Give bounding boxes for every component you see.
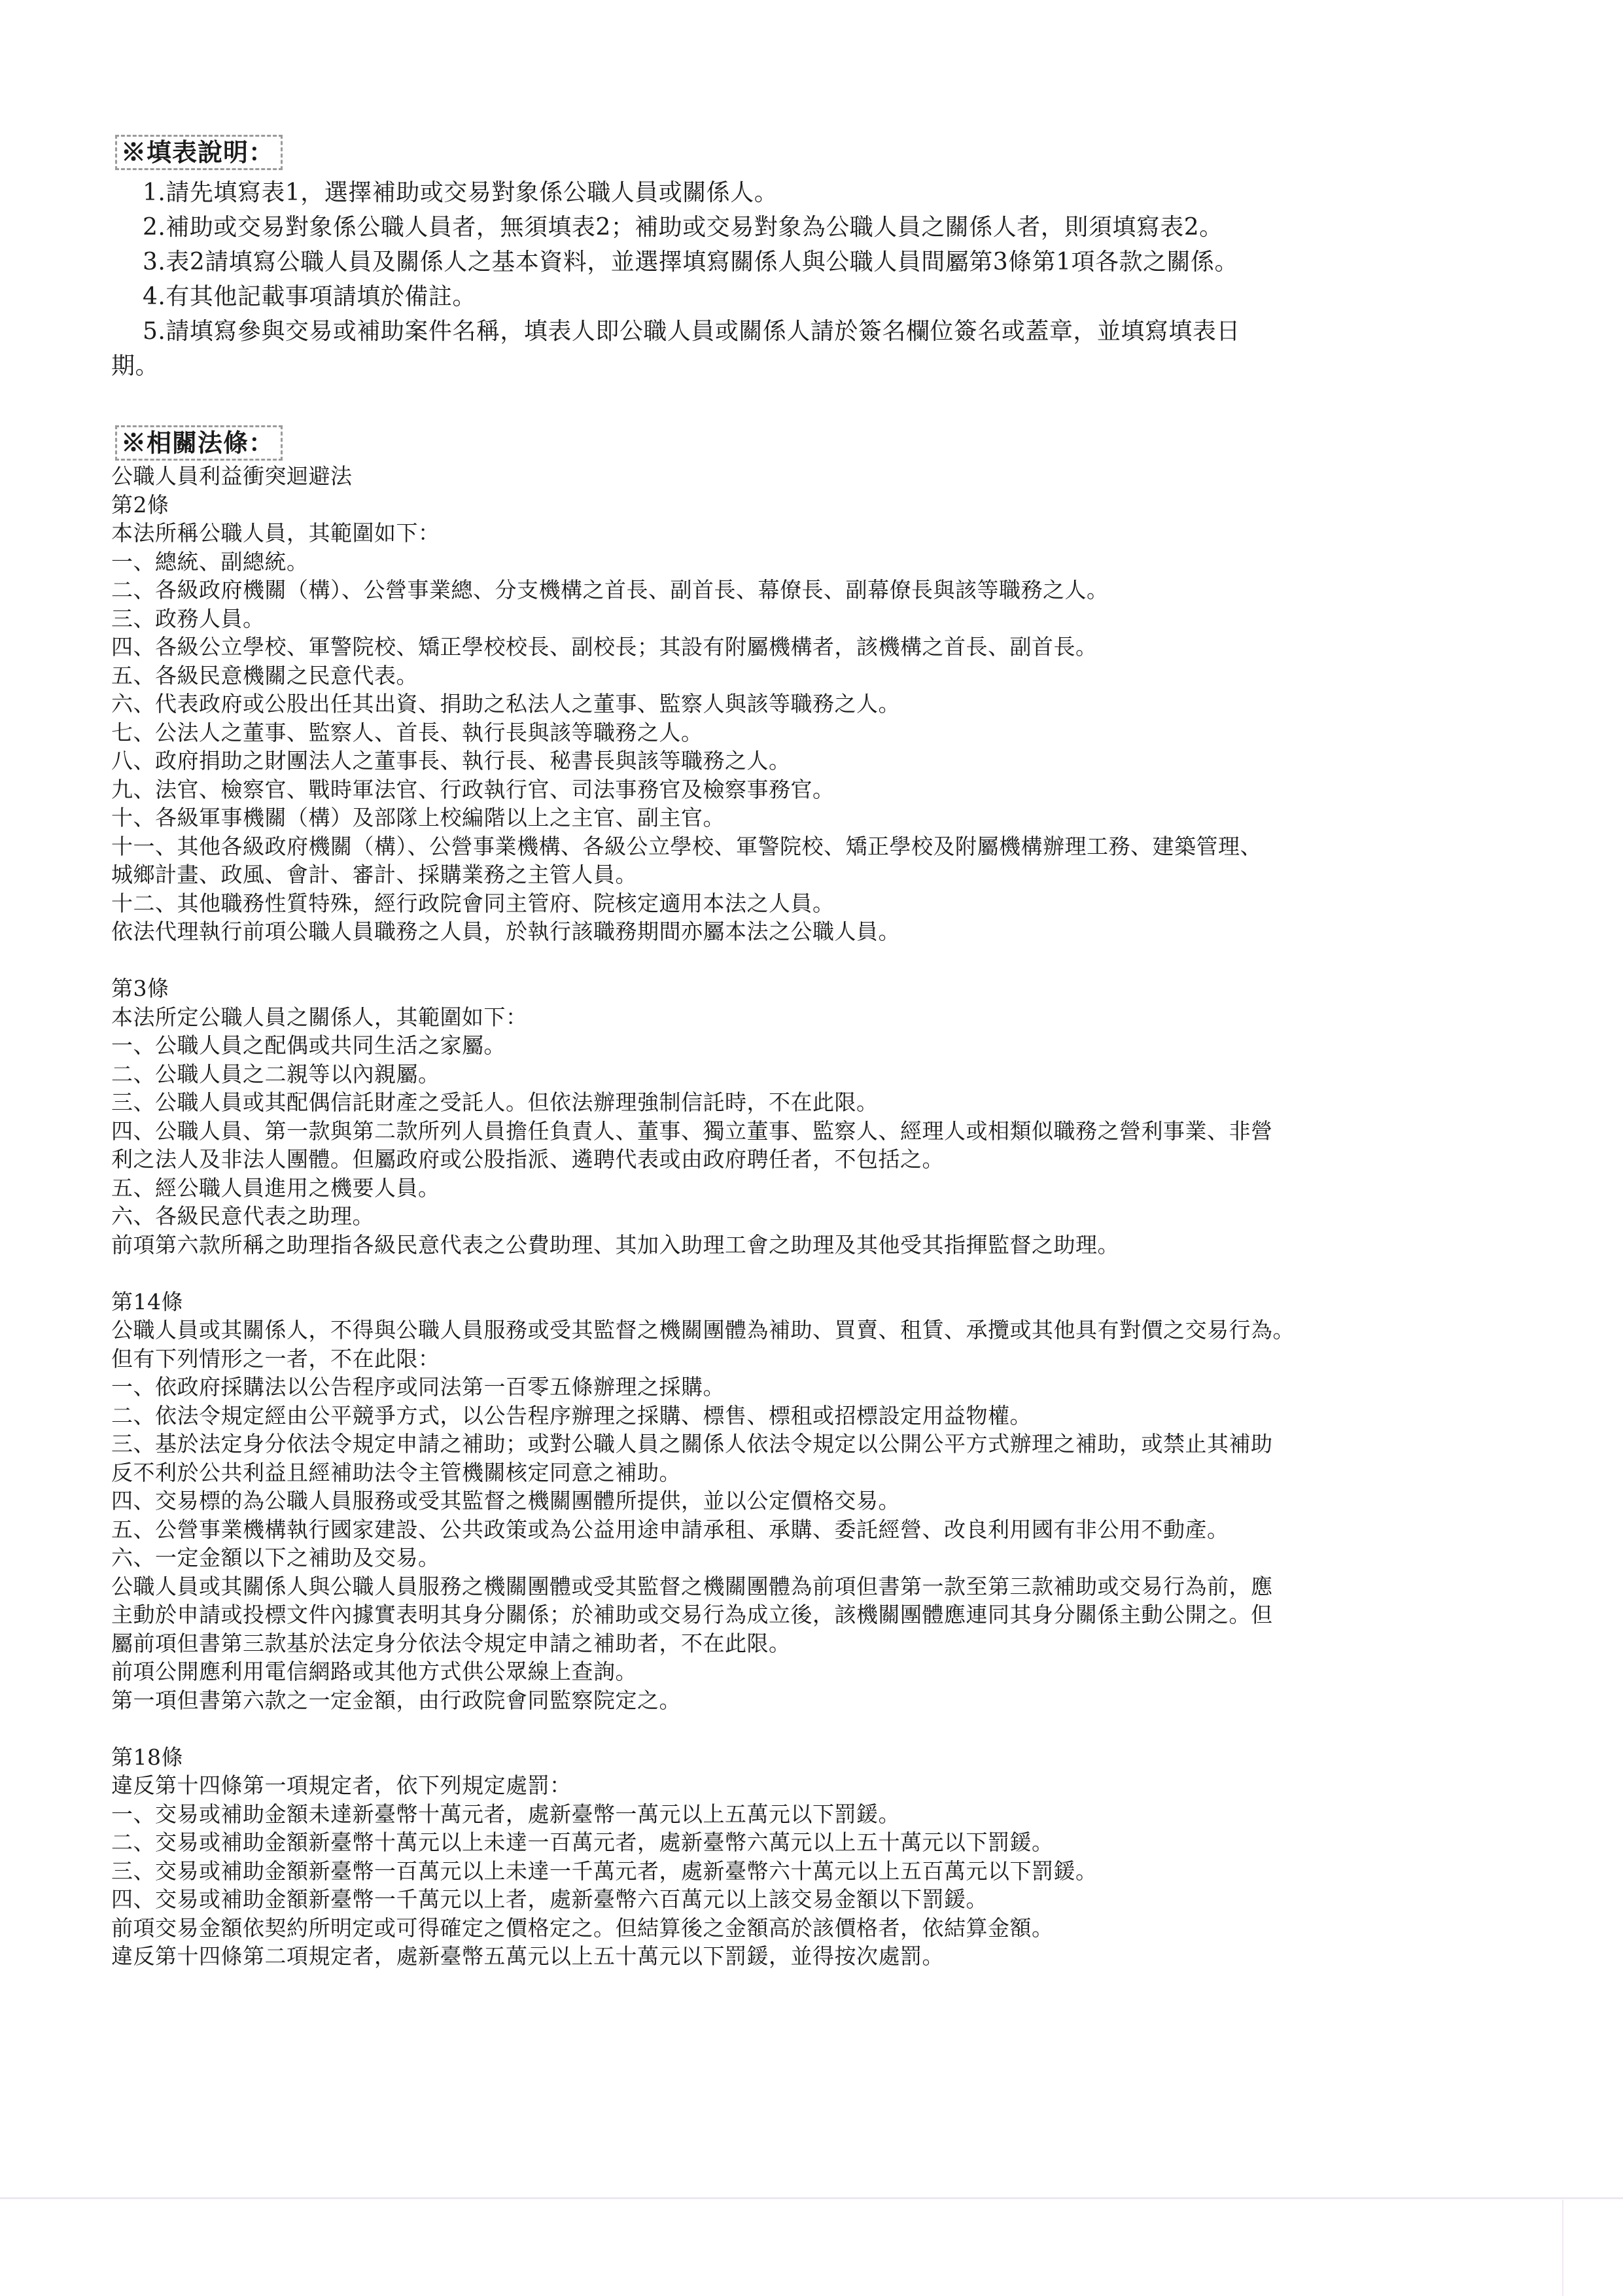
art14-line: 公職人員或其關係人與公職人員服務之機關團體或受其監督之機關團體為前項但書第一款至第三款補助或交易行為前，應 <box>111 1573 1273 1599</box>
art3-title: 第3條 <box>111 976 169 1001</box>
art18-line: 前項交易金額依契約所明定或可得確定之價格定之。但結算後之金額高於該價格者，依結算金額。 <box>111 1915 1054 1941</box>
art2-line: 六、代表政府或公股出任其出資、捐助之私法人之董事、監察人與該等職務之人。 <box>111 691 900 716</box>
art14-line: 一、依政府採購法以公告程序或同法第一百零五條辦理之採購。 <box>111 1374 725 1400</box>
art14-line: 公職人員或其關係人，不得與公職人員服務或受其監督之機關團體為補助、買賣、租賃、承攬或其他具有對價之交易行為。 <box>111 1317 1295 1343</box>
art3-line: 三、公職人員或其配偶信託財產之受託人。但依法辦理強制信託時，不在此限。 <box>111 1089 879 1115</box>
art2-line: 城鄉計畫、政風、會計、審計、採購業務之主管人員。 <box>111 862 637 887</box>
scan-edge-line <box>0 2197 1623 2199</box>
art14-line: 但有下列情形之一者，不在此限： <box>111 1345 440 1371</box>
art3-line: 利之法人及非法人團體。但屬政府或公股指派、遴聘代表或由政府聘任者，不包括之。 <box>111 1146 944 1172</box>
art18-line: 違反第十四條第一項規定者，依下列規定處罰： <box>111 1773 572 1798</box>
art3-line: 前項第六款所稱之助理指各級民意代表之公費助理、其加入助理工會之助理及其他受其指揮監督之助理。 <box>111 1231 1119 1258</box>
scan-edge-mark <box>1562 2200 1563 2296</box>
art14-line: 第一項但書第六款之一定金額，由行政院會同監察院定之。 <box>111 1687 681 1713</box>
art2-title: 第2條 <box>111 491 169 518</box>
art14-line: 三、基於法定身分依法令規定申請之補助；或對公職人員之關係人依法令規定以公開公平方式辦理之補助，或禁止其補助 <box>111 1431 1273 1457</box>
instructions-list <box>111 175 1518 383</box>
art14-line: 四、交易標的為公職人員服務或受其監督之機關團體所提供，並以公定價格交易。 <box>111 1488 900 1513</box>
art2-line: 依法代理執行前項公職人員職務之人員，於執行該職務期間亦屬本法之公職人員。 <box>111 919 900 944</box>
instruction-item-4: 4.有其他記載事項請填於備註。 <box>143 283 476 310</box>
instruction-item-5-continued: 期。 <box>111 353 160 380</box>
art3-line: 二、公職人員之二親等以內親屬。 <box>111 1061 440 1087</box>
art3-line: 本法所定公職人員之關係人，其範圍如下： <box>111 1004 528 1030</box>
art2-line: 五、各級民意機關之民意代表。 <box>111 662 418 688</box>
art2-line: 四、各級公立學校、軍警院校、矯正學校校長、副校長；其設有附屬機構者，該機構之首長、副首長。 <box>111 634 1098 660</box>
law-body <box>111 462 1518 1971</box>
art18-line: 三、交易或補助金額新臺幣一百萬元以上未達一千萬元者，處新臺幣六十萬元以上五百萬元以下罰鍰。 <box>111 1858 1098 1884</box>
art14-line: 主動於申請或投標文件內據實表明其身分關係；於補助或交易行為成立後，該機關團體應連同其身分關係主動公開之。但 <box>111 1602 1273 1627</box>
art18-line: 違反第十四條第二項規定者，處新臺幣五萬元以上五十萬元以下罰鍰，並得按次處罰。 <box>111 1943 944 1969</box>
art3-line: 一、公職人員之配偶或共同生活之家屬。 <box>111 1033 506 1058</box>
art2-line: 七、公法人之董事、監察人、首長、執行長與該等職務之人。 <box>111 719 703 745</box>
instruction-item-5: 5.請填寫參與交易或補助案件名稱，填表人即公職人員或關係人請於簽名欄位簽名或蓋章，並填寫填表日 <box>143 318 1240 345</box>
art2-line: 十一、其他各級政府機關（構）、公營事業機構、各級公立學校、軍警院校、矯正學校及附屬機構辦理工務、建築管理、 <box>111 833 1262 859</box>
art14-line: 五、公營事業機構執行國家建設、公共政策或為公益用途申請承租、承購、委託經營、改良利用國有非公用不動產。 <box>111 1516 1229 1542</box>
art3-line: 六、各級民意代表之助理。 <box>111 1203 374 1229</box>
law-title: 公職人員利益衝突迴避法 <box>111 463 353 489</box>
art2-line: 九、法官、檢察官、戰時軍法官、行政執行官、司法事務官及檢察事務官。 <box>111 776 835 802</box>
instructions-heading: ※填表說明： <box>115 135 283 170</box>
law-heading: ※相關法條： <box>115 425 283 461</box>
art14-line: 前項公開應利用電信網路或其他方式供公眾線上查詢。 <box>111 1659 637 1684</box>
art14-title: 第14條 <box>111 1288 183 1315</box>
art2-line: 八、政府捐助之財團法人之董事長、執行長、秘書長與該等職務之人。 <box>111 748 791 773</box>
art14-line: 六、一定金額以下之補助及交易。 <box>111 1545 440 1570</box>
instruction-item-2: 2.補助或交易對象係公職人員者，無須填表2；補助或交易對象為公職人員之關係人者，則須填寫表2。 <box>143 214 1223 241</box>
art14-line: 反不利於公共利益且經補助法令主管機關核定同意之補助。 <box>111 1459 681 1485</box>
instruction-item-3: 3.表2請填寫公職人員及關係人之基本資料，並選擇填寫關係人與公職人員間屬第3條第1項各款之關係。 <box>143 249 1239 275</box>
art14-line: 屬前項但書第三款基於法定身分依法令規定申請之補助者，不在此限。 <box>111 1630 791 1656</box>
art14-line: 二、依法令規定經由公平競爭方式，以公告程序辦理之採購、標售、標租或招標設定用益物權。 <box>111 1402 1032 1428</box>
art2-line: 本法所稱公職人員，其範圍如下： <box>111 520 440 546</box>
art2-line: 二、各級政府機關（構）、公營事業總、分支機構之首長、副首長、幕僚長、副幕僚長與該等職務之人。 <box>111 577 1109 603</box>
art2-line: 三、政務人員。 <box>111 605 265 631</box>
art2-line: 一、總統、副總統。 <box>111 548 309 574</box>
instruction-item-1: 1.請先填寫表1，選擇補助或交易對象係公職人員或關係人。 <box>143 179 778 206</box>
art3-line: 四、公職人員、第一款與第二款所列人員擔任負責人、董事、獨立董事、監察人、經理人或相類似職務之營利事業、非營 <box>111 1118 1273 1144</box>
art2-line: 十二、其他職務性質特殊，經行政院會同主管府、院核定適用本法之人員。 <box>111 890 835 916</box>
art2-line: 十、各級軍事機關（構）及部隊上校編階以上之主官、副主官。 <box>111 805 725 830</box>
art18-line: 二、交易或補助金額新臺幣十萬元以上未達一百萬元者，處新臺幣六萬元以上五十萬元以下罰鍰。 <box>111 1829 1054 1855</box>
art3-line: 五、經公職人員進用之機要人員。 <box>111 1174 440 1201</box>
art18-title: 第18條 <box>111 1744 183 1770</box>
art18-line: 四、交易或補助金額新臺幣一千萬元以上者，處新臺幣六百萬元以上該交易金額以下罰鍰。 <box>111 1886 988 1912</box>
art18-line: 一、交易或補助金額未達新臺幣十萬元者，處新臺幣一萬元以上五萬元以下罰鍰。 <box>111 1801 900 1827</box>
